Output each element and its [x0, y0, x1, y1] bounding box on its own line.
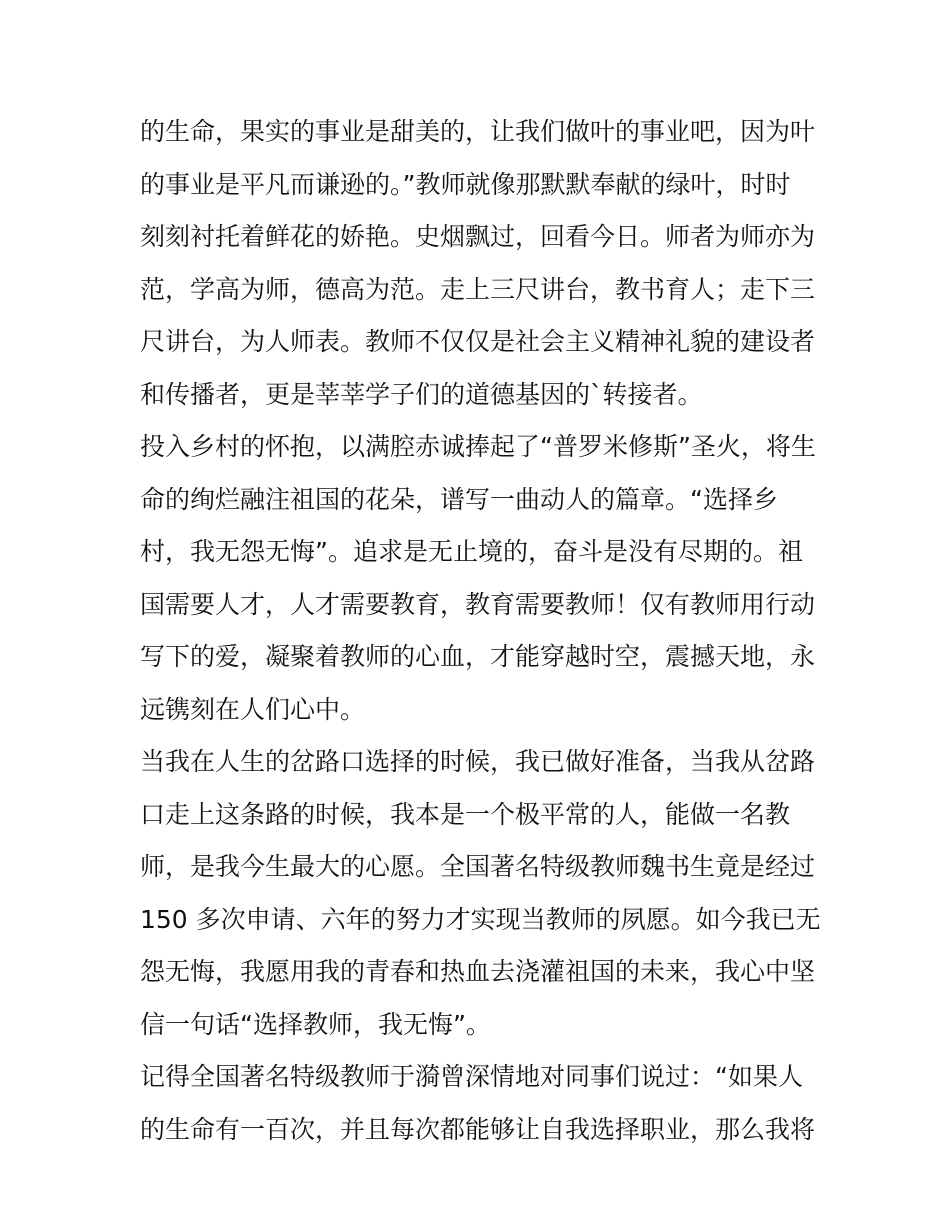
text-line: 命的绚烂融注祖国的花朵，谱写一曲动人的篇章。“选择乡: [140, 484, 778, 514]
text-line: 150 多次申请、六年的努力才实现当教师的夙愿。如今我已无: [140, 904, 821, 934]
text-line: 尺讲台，为人师表。教师不仅仅是社会主义精神礼貌的建设者: [140, 327, 816, 356]
text-line: 的事业是平凡而谦逊的。”教师就像那默默奉献的绿叶，时时: [140, 169, 791, 199]
document-body: [140, 106, 820, 1156]
text-line: 写下的爱，凝聚着教师的心血，才能穿越时空，震撼天地，永: [140, 642, 816, 671]
text-line: 投入乡村的怀抱，以满腔赤诚捧起了“普罗米修斯”圣火，将生: [140, 432, 816, 461]
text-line: 和传播者，更是莘莘学子们的道德基因的`转接者。: [140, 379, 703, 409]
text-line: 范，学高为师，德高为范。走上三尺讲台，教书育人；走下三: [140, 274, 816, 304]
text-line: 当我在人生的岔路口选择的时候，我已做好准备，当我从岔路: [140, 747, 816, 776]
text-line: 师，是我今生最大的心愿。全国著名特级教师魏书生竟是经过: [140, 852, 816, 881]
text-line: 怨无悔，我愿用我的青春和热血去浇灌祖国的未来，我心中坚: [140, 957, 816, 986]
text-line: 国需要人才，人才需要教育，教育需要教师！仅有教师用行动: [140, 589, 816, 619]
text-line: 远镌刻在人们心中。: [140, 694, 366, 724]
text-line: 村，我无怨无悔”。追求是无止境的，奋斗是没有尽期的。祖: [140, 537, 803, 566]
text-line: 的生命，果实的事业是甜美的，让我们做叶的事业吧，因为叶: [140, 117, 816, 146]
text-line: 的生命有一百次，并且每次都能够让自我选择职业，那么我将: [140, 1114, 816, 1144]
text-line: 信一句话“选择教师，我无悔”。: [140, 1009, 491, 1039]
text-line: 记得全国著名特级教师于漪曾深情地对同事们说过：“如果人: [140, 1062, 803, 1091]
text-line: 口走上这条路的时候，我本是一个极平常的人，能做一名教: [140, 799, 791, 829]
text-line: 刻刻衬托着鲜花的娇艳。史烟飘过，回看今日。师者为师亦为: [140, 222, 816, 251]
